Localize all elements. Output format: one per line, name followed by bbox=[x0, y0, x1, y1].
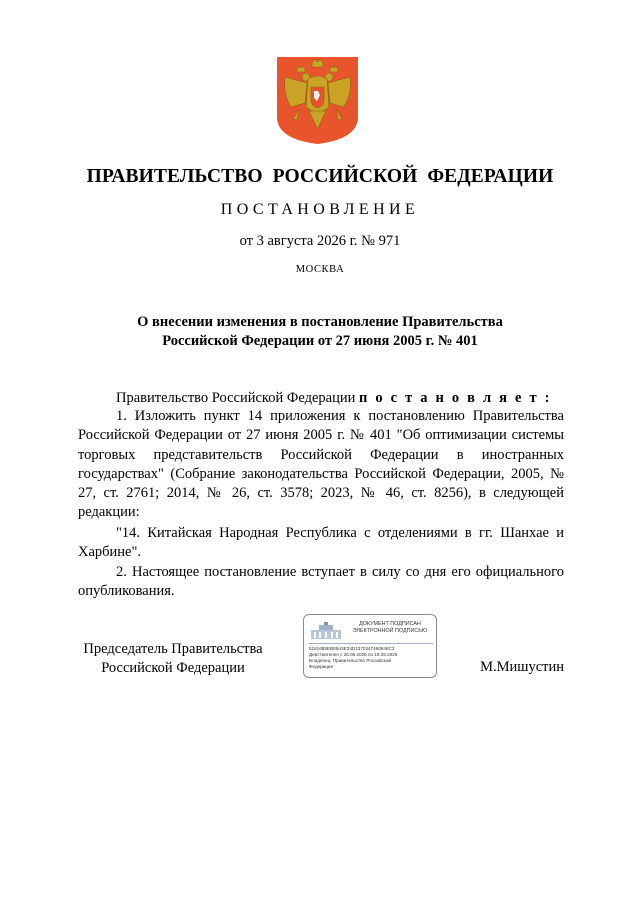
stamp-owner-line-2: Федерация bbox=[309, 664, 333, 669]
item-2-text: 2. Настоящее постановление вступает в силу со дня его официального опубликования. bbox=[78, 564, 564, 600]
signer-position-line-1: Председатель Правительства bbox=[83, 641, 263, 657]
stamp-details bbox=[309, 646, 435, 670]
heading-line-1: О внесении изменения в постановление Правительства bbox=[137, 314, 503, 330]
document-heading bbox=[0, 313, 640, 351]
stamp-owner-line-1: Владелец: Правительство Российской bbox=[309, 658, 391, 663]
quote-text: "14. Китайская Народная Республика с отделениями в гг. Шанхае и Харбине". bbox=[78, 525, 564, 561]
document-date-number: от 3 августа 2026 г. № 971 bbox=[239, 233, 401, 249]
document-type: ПОСТАНОВЛЕНИЕ bbox=[220, 201, 420, 218]
item-1-paragraph bbox=[78, 407, 564, 523]
intro-text: Правительство Российской Федерации bbox=[116, 390, 356, 406]
government-title: ПРАВИТЕЛЬСТВО РОССИЙСКОЙ ФЕДЕРАЦИИ bbox=[86, 166, 554, 187]
item-2-paragraph bbox=[78, 563, 564, 602]
intro-paragraph bbox=[78, 389, 564, 408]
coat-of-arms-emblem bbox=[275, 55, 360, 146]
document-city: МОСКВА bbox=[295, 264, 345, 275]
stamp-divider bbox=[309, 643, 433, 644]
heading-line-2: Российской Федерации от 27 июня 2005 г. № 401 bbox=[162, 333, 478, 349]
stamp-certificate: 5181688EB05A3E34D1370247460948C3 bbox=[309, 646, 395, 651]
signer-position-line-2: Российской Федерации bbox=[101, 660, 245, 676]
building-icon bbox=[309, 621, 343, 641]
signer-name: М.Мишустин bbox=[480, 659, 564, 675]
item-1-text: 1. Изложить пункт 14 приложения к постановлению Правительства Российской Федерации от 27 июня 2005 г. № 401 "Об оптимизации системы торговых представительств Российской Федерации в иностранных государствах" (Собрание законодательства Российской Федерации, 2005, № 27, ст. 2761; 2014, № 26, ст. 3578; 2023, № 46, ст. 8256), в следующей редакции: bbox=[78, 408, 564, 521]
stamp-title-line-2: ЭЛЕКТРОННОЙ ПОДПИСЬЮ bbox=[352, 628, 428, 634]
stamp-title-line-1: ДОКУМЕНТ ПОДПИСАН bbox=[359, 621, 421, 627]
quote-paragraph bbox=[78, 524, 564, 563]
stamp-title bbox=[344, 621, 436, 635]
stamp-validity: Действителен с 26.06.2025 по 19.09.2026 bbox=[309, 652, 398, 657]
signer-position bbox=[78, 640, 268, 678]
electronic-signature-stamp bbox=[303, 614, 437, 678]
intro-verb: п о с т а н о в л я е т : bbox=[358, 390, 552, 406]
